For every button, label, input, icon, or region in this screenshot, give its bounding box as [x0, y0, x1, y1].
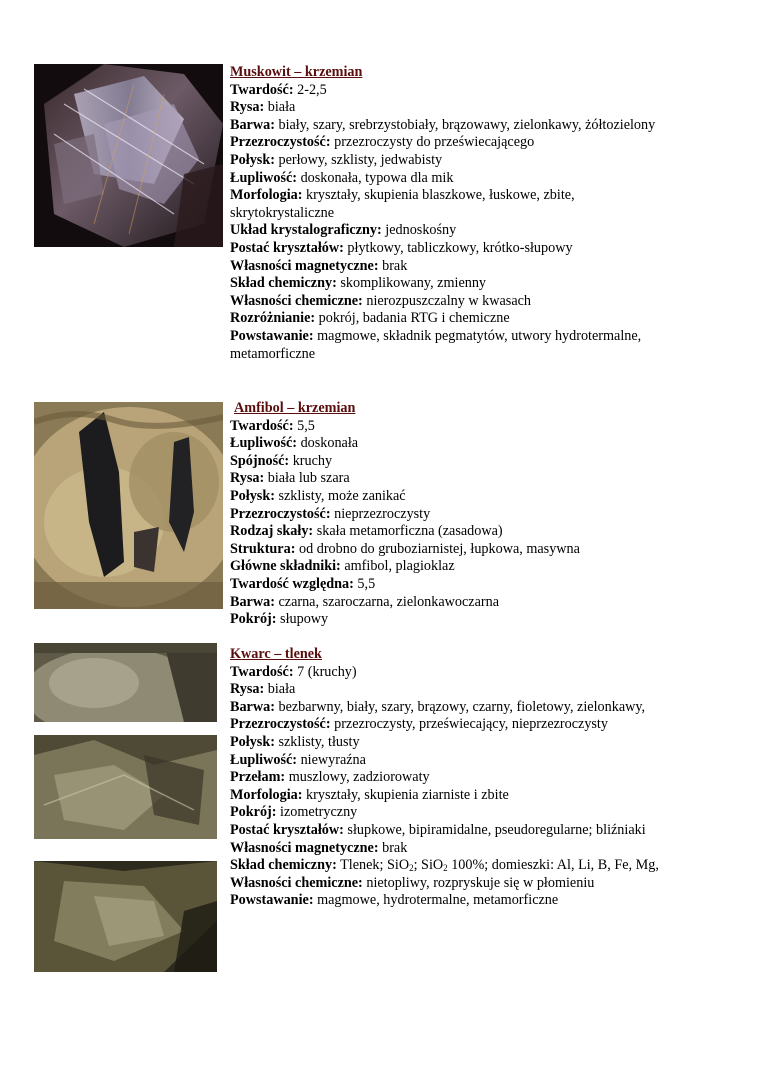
property-label: Rysa: [230, 470, 265, 487]
property-value: amfibol, plagioklaz [340, 558, 455, 575]
property-label: Własności chemiczne: [230, 292, 363, 309]
formula-text: 100%; domieszki: Al, Li, B, Fe, Mg, [447, 857, 659, 874]
property-label: Rozróżnianie: [230, 310, 316, 327]
muscovite-section [230, 64, 705, 363]
formula-text: Tlenek; SiO [336, 857, 410, 874]
property-label: Morfologia: [230, 786, 303, 803]
property-value: izometryczny [276, 804, 358, 821]
quartz-photo-3 [34, 861, 217, 972]
property-value: muszlowy, zadziorowaty [285, 769, 430, 786]
property-label: Przezroczystość: [230, 716, 331, 733]
property-value: 5,5 [353, 575, 376, 592]
property-label: Barwa: [230, 593, 275, 610]
property-label: Pokrój: [230, 804, 277, 821]
property-value: szklisty, może zanikać [274, 487, 406, 504]
property-value: doskonała, typowa dla mik [297, 169, 454, 186]
property-value [337, 857, 659, 873]
property-label: Postać kryształów: [230, 821, 344, 838]
property-label: Łupliwość: [230, 169, 298, 186]
subscript: 2 [409, 863, 414, 874]
property-label: Twardość: [230, 663, 294, 680]
property-label: Barwa: [230, 116, 275, 133]
amphibole-section [230, 400, 705, 629]
property-value: nierozpuszczalny w kwasach [362, 292, 532, 309]
property-label: Przezroczystość: [230, 505, 331, 522]
property-label: Struktura: [230, 540, 296, 557]
property-value: brak [378, 257, 408, 274]
property-label: Własności chemiczne: [230, 874, 363, 891]
property-label: Rysa: [230, 681, 265, 698]
property-label: Barwa: [230, 698, 275, 715]
property-label: Połysk: [230, 151, 275, 168]
property-label: Połysk: [230, 487, 275, 504]
property-value: szklisty, tłusty [274, 733, 360, 750]
property-value: przezroczysty do przeświecającego [330, 134, 535, 151]
property-value: biała [264, 99, 296, 116]
property-label: Łupliwość: [230, 435, 298, 452]
property-value: od drobno do gruboziarnistej, łupkowa, masywna [295, 540, 580, 557]
property-label: Pokrój: [230, 611, 277, 628]
section-title: Muskowit – krzemian [230, 64, 363, 80]
muscovite-photo [34, 64, 223, 247]
property-value: słupowy [276, 611, 329, 628]
property-label: Postać kryształów: [230, 239, 344, 256]
property-label: Rodzaj skały: [230, 523, 314, 540]
property-label: Morfologia: [230, 187, 303, 204]
property-value: skała metamorficzna (zasadowa) [313, 523, 503, 540]
property-label: Twardość względna: [230, 575, 354, 592]
quartz-photo-1 [34, 643, 217, 722]
property-value: kryształy, skupienia blaszkowe, łuskowe, zbite, skrytokrystaliczne [230, 187, 575, 221]
property-label: Twardość: [230, 417, 294, 434]
property-value: perłowy, szklisty, jedwabisty [274, 151, 443, 168]
property-value: słupkowe, bipiramidalne, pseudoregularne; bliźniaki [343, 821, 646, 838]
property-value: magmowe, składnik pegmatytów, utwory hydrotermalne, metamorficzne [230, 327, 642, 362]
property-value: niewyraźna [297, 751, 366, 768]
property-value: 5,5 [293, 417, 315, 434]
property-label: Własności magnetyczne: [230, 839, 379, 856]
property-label: Przełam: [230, 769, 286, 786]
property-label: Łupliwość: [230, 751, 298, 768]
property-value: skomplikowany, zmienny [336, 275, 487, 292]
formula-text: ; SiO [413, 857, 444, 874]
property-value: 7 (kruchy) [293, 663, 357, 680]
property-label: Spójność: [230, 452, 290, 469]
property-value: biała lub szara [264, 470, 350, 487]
property-value: pokrój, badania RTG i chemiczne [315, 310, 510, 327]
subscript: 2 [443, 863, 448, 874]
property-value: kruchy [289, 452, 333, 469]
property-label: Rysa: [230, 99, 265, 116]
property-value: płytkowy, tabliczkowy, krótko-słupowy [343, 239, 573, 256]
property-label: Główne składniki: [230, 558, 341, 575]
property-value: przezroczysty, przeświecający, nieprzezroczysty [330, 716, 608, 733]
property-value: nieprzezroczysty [330, 505, 431, 522]
property-value: 2-2,5 [293, 81, 327, 98]
property-label: Skład chemiczny: [230, 275, 337, 292]
property-value: bezbarwny, biały, szary, brązowy, czarny, fioletowy, zielonkawy, [274, 698, 646, 715]
property-value: czarna, szaroczarna, zielonkawoczarna [274, 593, 500, 610]
property-label: Własności magnetyczne: [230, 257, 379, 274]
property-label: Skład chemiczny: [230, 857, 337, 874]
property-value: biały, szary, srebrzystobiały, brązowawy, zielonkawy, żółtozielony [274, 116, 656, 133]
property-value: jednoskośny [381, 222, 457, 239]
quartz-photo-2 [34, 735, 217, 839]
property-label: Twardość: [230, 81, 294, 98]
section-title: Amfibol – krzemian [234, 400, 356, 416]
property-value: magmowe, hydrotermalne, metamorficzne [313, 892, 559, 909]
property-value: brak [378, 839, 408, 856]
section-title: Kwarc – tlenek [230, 646, 322, 662]
property-label: Przezroczystość: [230, 134, 331, 151]
property-value: biała [264, 681, 296, 698]
quartz-section [230, 646, 705, 910]
property-label: Powstawanie: [230, 327, 314, 344]
property-value: nietopliwy, rozpryskuje się w płomieniu [362, 874, 595, 891]
property-value: kryształy, skupienia ziarniste i zbite [302, 786, 509, 803]
property-value: doskonała [297, 435, 359, 452]
property-label: Połysk: [230, 733, 275, 750]
property-label: Układ krystalograficzny: [230, 222, 382, 239]
property-label: Powstawanie: [230, 892, 314, 909]
amphibole-photo [34, 402, 223, 609]
